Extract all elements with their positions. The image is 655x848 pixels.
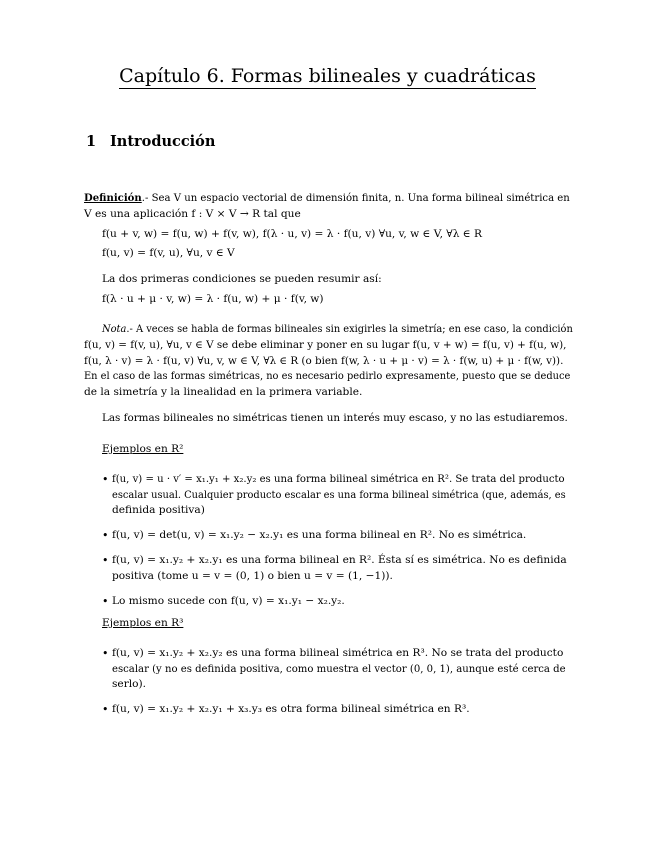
examples-r2-block [84, 442, 572, 609]
bullet-icon: • [102, 529, 109, 543]
note-line-5: de la simetría y la linealidad en la primera variable. [84, 386, 363, 399]
example-line: Lo mismo sucede con f(u, v) = x₁.y₁ − x₂.y₂. [112, 594, 345, 607]
example-line: escalar (y no es definida positiva, como muestra el vector (0, 0, 1), aunque esté cerca de [112, 663, 566, 675]
example-line: f(u, v) = x₁.y₂ + x₂.y₁ es una forma bilineal en R². Ésta sí es simétrica. No es definida [112, 553, 567, 566]
note-line-1: .- A veces se habla de formas bilineales sin exigirles la simetría; en ese caso, la condición [126, 324, 573, 335]
definition-equation-1: f(u + v, w) = f(u, w) + f(v, w), f(λ · u, v) = λ · f(u, v) ∀u, v, w ∈ V, ∀λ ∈ R [102, 227, 482, 240]
summary-block [84, 272, 572, 308]
section-heading [86, 132, 215, 152]
list-item [84, 553, 572, 585]
definition-line-1: .- Sea V un espacio vectorial de dimensión finita, n. Una forma bilineal simétrica en [141, 193, 570, 204]
note-line-2: f(u, v) = f(v, u), ∀u, v ∈ V se debe eliminar y poner en su lugar f(u, v + w) = f(u, v) + f(u, w), [84, 338, 567, 351]
definition-label: Definición [84, 193, 142, 204]
bullet-icon: • [102, 553, 109, 567]
example-line: serlo). [112, 678, 147, 691]
chapter-title-text: Capítulo 6. Formas bilineales y cuadráticas [119, 65, 536, 87]
examples-r2-list [84, 472, 572, 610]
nonsymmetric-text: Las formas bilineales no simétricas tienen un interés muy escaso, y no las estudiaremos. [102, 412, 568, 424]
list-item [84, 702, 572, 718]
example-line: f(u, v) = x₁.y₂ + x₂.y₂ es una forma bilineal simétrica en R³. No se trata del producto [112, 646, 564, 659]
example-line: definida positiva) [112, 504, 205, 517]
example-line: f(u, v) = det(u, v) = x₁.y₂ − x₂.y₁ es una forma bilineal en R². No es simétrica. [112, 529, 527, 542]
note-block [84, 322, 572, 401]
summary-text: La dos primeras condiciones se pueden resumir así: [102, 273, 382, 285]
note-line-4: En el caso de las formas simétricas, no es necesario pedirlo expresamente, puesto que se deduce [84, 371, 571, 383]
example-line: escalar usual. Cualquier producto escalar es una forma bilineal simétrica (que, además, es [112, 489, 566, 501]
list-item [84, 646, 572, 693]
examples-r3-block [84, 616, 572, 718]
bullet-icon: • [102, 646, 109, 660]
bullet-icon: • [102, 472, 109, 486]
nonsymmetric-block [84, 411, 572, 427]
section-title: Introducción [110, 133, 216, 150]
bullet-icon: • [102, 703, 109, 717]
example-line: f(u, v) = x₁.y₂ + x₂.y₁ + x₃.y₃ es otra forma bilineal simétrica en R³. [112, 703, 470, 716]
note-label: Nota [102, 324, 127, 335]
example-line: f(u, v) = u · v′ = x₁.y₁ + x₂.y₂ es una forma bilineal simétrica en R². Se trata del producto [112, 473, 565, 485]
list-item [84, 528, 572, 544]
list-item [84, 594, 572, 610]
definition-block [84, 191, 572, 262]
examples-r2-heading: Ejemplos en R² [102, 443, 184, 455]
definition-equation-2: f(u, v) = f(v, u), ∀u, v ∈ V [102, 247, 235, 260]
chapter-title [0, 63, 655, 89]
note-line-3: f(u, λ · v) = λ · f(u, v) ∀u, v, w ∈ V, ∀λ ∈ R (o bien f(w, λ · u + μ · v) = λ · f(w, u) + μ · f(w, v)). [84, 354, 564, 367]
summary-equation: f(λ · u + μ · v, w) = λ · f(u, w) + μ · f(v, w) [102, 292, 324, 305]
example-line: positiva (tome u = v = (0, 1) o bien u = v = (1, −1)). [112, 569, 393, 582]
examples-r3-list [84, 646, 572, 718]
examples-r3-heading: Ejemplos en R³ [102, 617, 184, 629]
bullet-icon: • [102, 594, 109, 608]
definition-line-2: V es una aplicación f : V × V → R tal que [84, 207, 301, 220]
list-item [84, 472, 572, 519]
section-number: 1 [86, 133, 97, 150]
